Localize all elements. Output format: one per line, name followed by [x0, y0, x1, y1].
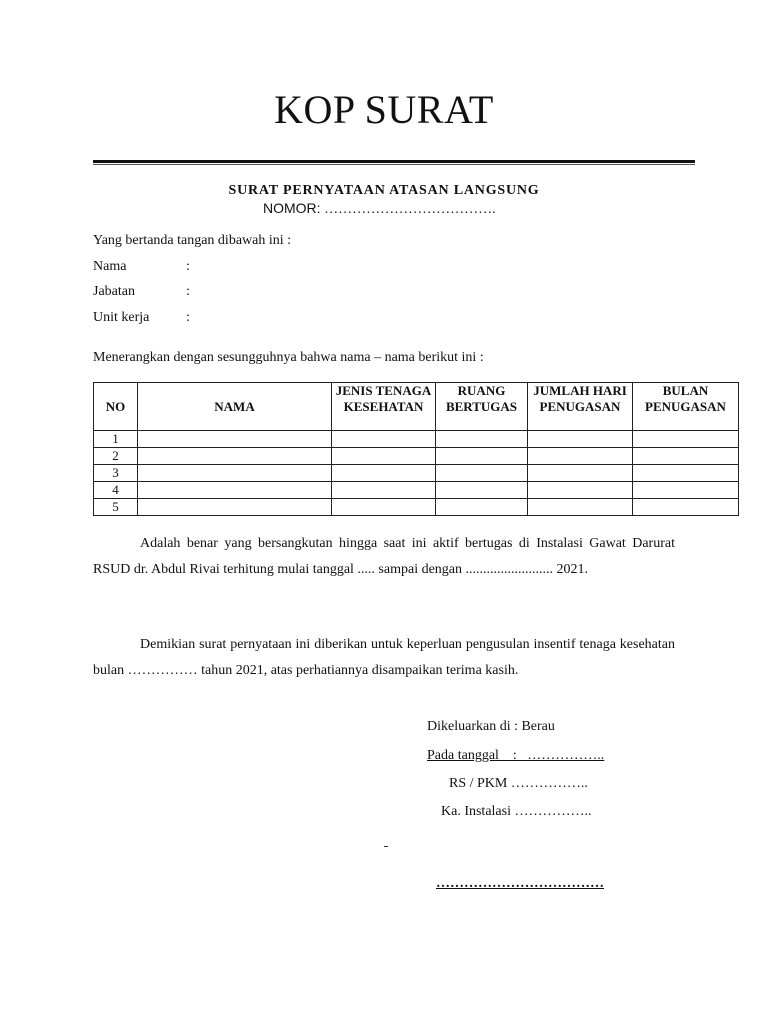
cell-nama: [138, 448, 332, 465]
field-colon-nama: :: [186, 259, 190, 274]
cell-jumlah: [528, 465, 633, 482]
header-ruang-bertugas: RUANG BERTUGAS: [436, 383, 528, 431]
date-line: Pada tanggal : ……………..: [427, 748, 605, 763]
paragraph-employment-text: Adalah benar yang bersangkutan hingga saat ini aktif bertugas di Instalasi Gawat Darurat RSUD dr. Abdul Rivai terhitung mulai tanggal ..... sampai dengan ......................... 2021.: [93, 536, 675, 577]
field-colon-jabatan: :: [186, 284, 190, 299]
cell-ruang: [436, 431, 528, 448]
paragraph-closing: [93, 632, 675, 684]
field-colon-unit-kerja: :: [186, 310, 190, 325]
cell-jumlah: [528, 448, 633, 465]
nomor-label: NOMOR:: [263, 200, 321, 216]
nomor-dots: ……………………………….: [320, 202, 496, 217]
table-row: [94, 482, 739, 499]
field-label-unit-kerja: Unit kerja: [93, 310, 150, 325]
institution-line: RS / PKM ……………..: [449, 776, 588, 791]
cell-ruang: [436, 448, 528, 465]
row-number: 4: [94, 482, 138, 499]
header-bulan-penugasan: BULAN PENUGASAN: [633, 383, 739, 431]
stray-mark: [384, 846, 388, 847]
statement-text: Menerangkan dengan sesungguhnya bahwa nama – nama berikut ini :: [93, 350, 484, 365]
cell-jumlah: [528, 499, 633, 516]
cell-jenis: [332, 431, 436, 448]
paragraph-closing-text: Demikian surat pernyataan ini diberikan untuk keperluan pengusulan insentif tenaga kesehatan bulan …………… tahun 2021, atas perhatiannya disampaikan terima kasih.: [93, 637, 675, 678]
table-row: [94, 499, 739, 516]
cell-jenis: [332, 465, 436, 482]
letterhead-placeholder: KOP SURAT: [274, 87, 494, 132]
row-number: 1: [94, 431, 138, 448]
cell-jumlah: [528, 482, 633, 499]
paragraph-employment: [93, 531, 675, 583]
field-label-nama: Nama: [93, 259, 127, 274]
table-row: [94, 448, 739, 465]
cell-nama: [138, 482, 332, 499]
row-number: 3: [94, 465, 138, 482]
row-number: 5: [94, 499, 138, 516]
letterhead-divider: [93, 160, 695, 163]
document-number: [263, 200, 496, 218]
cell-nama: [138, 431, 332, 448]
cell-jenis: [332, 482, 436, 499]
header-jumlah-hari: JUMLAH HARI PENUGASAN: [528, 383, 633, 431]
cell-bulan: [633, 499, 739, 516]
intro-text: Yang bertanda tangan dibawah ini :: [93, 233, 292, 248]
header-no: NO: [94, 383, 138, 431]
cell-ruang: [436, 465, 528, 482]
cell-nama: [138, 465, 332, 482]
cell-bulan: [633, 482, 739, 499]
field-label-jabatan: Jabatan: [93, 284, 135, 299]
cell-bulan: [633, 465, 739, 482]
table-header-row: [94, 383, 739, 431]
header-jenis-tenaga: JENIS TENAGA KESEHATAN: [332, 383, 436, 431]
cell-ruang: [436, 499, 528, 516]
cell-jenis: [332, 499, 436, 516]
letterhead-divider-thin: [93, 164, 695, 165]
header-nama: NAMA: [138, 383, 332, 431]
cell-bulan: [633, 431, 739, 448]
cell-ruang: [436, 482, 528, 499]
cell-jumlah: [528, 431, 633, 448]
table-row: [94, 431, 739, 448]
head-of-installation: Ka. Instalasi ……………..: [441, 804, 592, 819]
cell-bulan: [633, 448, 739, 465]
cell-nama: [138, 499, 332, 516]
table-row: [94, 465, 739, 482]
row-number: 2: [94, 448, 138, 465]
cell-jenis: [332, 448, 436, 465]
signature-name-line: ………………………………: [436, 876, 604, 891]
document-title: SURAT PERNYATAAN ATASAN LANGSUNG: [228, 183, 540, 198]
personnel-table: [93, 382, 739, 516]
issued-at: Dikeluarkan di : Berau: [427, 719, 555, 734]
